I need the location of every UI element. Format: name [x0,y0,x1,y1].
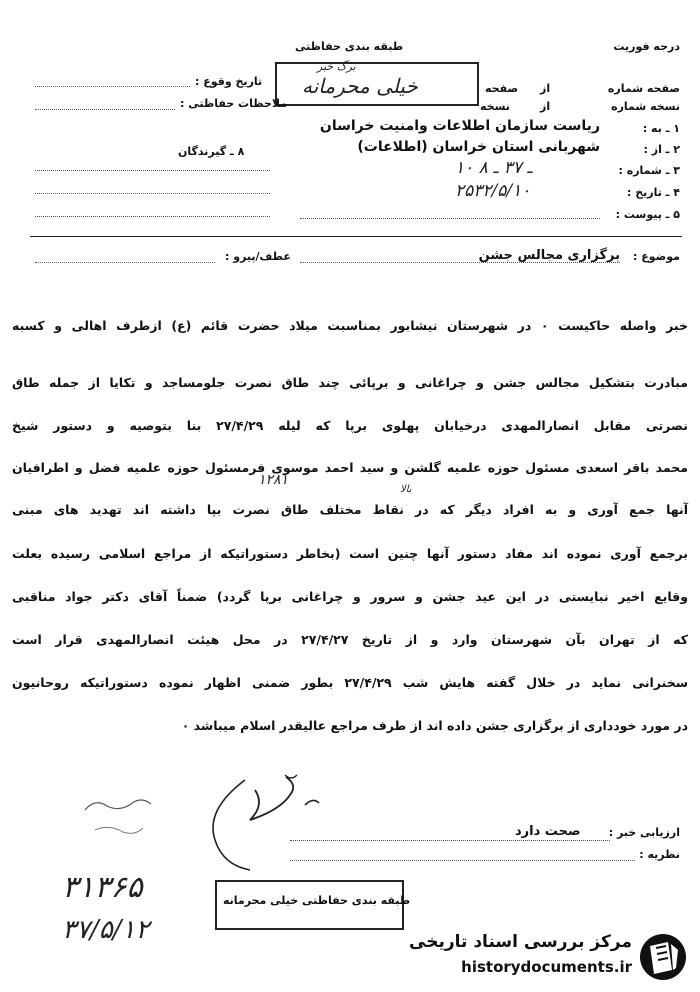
archive-watermark [400,930,690,985]
recipients-label: ۸ ـ گیرندگان [178,145,245,158]
classification-label: طبقه بندی حفاظتی [295,40,404,53]
reference-line [35,262,215,263]
from-1-label: از [540,82,551,95]
source-assessment-label: ارزیابی خبر : [608,826,680,839]
body-line-8: که از تهران بآن شهرستان وارد و از تاریخ ۲۷/۴/۲۷ در محل هیئت انصارالمهدی قرار است [12,632,688,647]
date-of-event-line [35,86,190,87]
body-line-2: مبادرت بتشکیل مجالس جشن و چراغانی و برپائی چند طاق نصرت جلومساجد و تکایا از جمله طاق [12,375,688,390]
from-value: شهربانی استان خراسان (اطلاعات) [357,139,600,155]
signature-scribble [55,770,375,880]
copy-2-label: نسخه [480,100,510,113]
body-line-1: خبر واصله حاکیست ۰ در شهرستان نیشابور بمناسبت میلاد حضرت قائم (ع) ازطرف اهالی و کسبه [12,318,688,333]
body-line-3: نصرتی مقابل انصارالمهدی درخیابان پهلوی برپا که لیله ۲۷/۴/۲۹ بنا بتوصیه و دستور شیخ [12,418,688,433]
recipients-line-2 [35,193,270,194]
to-label: ۱ ـ به : [642,122,680,135]
classification-stamp-text: خیلی محرمانه [302,74,418,98]
classification-stamp-top: برگ خبر [317,60,356,73]
watermark-title: مرکز بررسی اسناد تاریخی [409,932,632,952]
body-line-7: وقایع اخیر نبایستی در این عید جشن و سرور و چراغانی برپا گردد) ضمناً آقای دکتر جواد مناقبی [12,589,688,604]
body-line-10: در مورد خودداری از برگزاری جشن داده اند از طرف مراجع عالیقدر اسلام میباشد ۰ [181,718,688,733]
margin-number-handwriting: ۱۲۸۱ [258,472,289,488]
body-line-5: آنها جمع آوری و به افراد دیگر که در نقاط مختلف طاق نصرت بپا داشته اند تهدید های مبنی [12,502,688,517]
to-value: ریاست سازمان اطلاعات وامنیت خراسان [319,118,600,134]
number-value: ۱۰ ـ ۳۷ ـ ۸ [455,158,533,178]
source-assessment-value: صحت دارد [515,824,581,839]
page-2-label: صفحه [485,82,519,95]
body-line-4: محمد باقر اسعدی مسئول حوزه علمیه گلشن و سید احمد موسوی فرمسئول حوزه علمیه فضل و اطرافیان [12,460,688,475]
watermark-url: historydocuments.ir [461,958,632,976]
subject-line [300,262,620,263]
margin-word-handwriting: بالا [400,484,412,495]
bottom-stamp-text: طبقه بندی حفاظتی خیلی محرمانه [223,894,411,907]
attachment-label: ۵ ـ پیوست : [615,208,680,221]
archive-number-handwriting: ۳۱۳۶۵ [62,870,143,905]
document-archive-logo-icon [638,932,688,982]
priority-label: درجه فوریت [613,40,680,53]
subject-value: برگزاری مجالس جشن [478,248,620,263]
subject-label: موضوع : [633,250,680,263]
attachment-line [300,218,600,219]
source-assessment-line [290,840,610,841]
opinion-label: نظریه : [639,848,680,861]
archive-date-handwriting: ۳۷/۵/۱۲ [62,915,150,945]
from-label: ۲ ـ از : [643,143,680,156]
security-notes-line [35,109,175,110]
security-notes-label: ملاحظات حفاظتی : [180,97,288,110]
bottom-classification-stamp [215,880,411,930]
date-value: ۲۵۳۲/۵/۱۰ [455,181,531,201]
body-line-6: برجمع آوری نموده اند مفاد دستور آنها چنین است (بخاطر دستوراتیکه از مراجع اسلامی رسیده بعلت [12,546,688,561]
header-separator [30,236,682,237]
copy-number-label: نسخه شماره [611,100,680,113]
reference-label: عطف/پیرو : [225,250,291,263]
recipients-line-3 [35,216,270,217]
recipients-line-1 [35,170,270,171]
opinion-line [290,860,635,861]
body-line-9: سخنرانی نماید در خلال گفته هایش شب ۲۷/۴/۲۹ بطور ضمنی اظهار نموده دستوراتیکه روحانیون [12,675,689,690]
date-of-event-label: تاریخ وقوع : [195,75,263,88]
classification-stamp [275,62,479,106]
page-number-label: صفحه شماره [607,82,680,95]
from-2-label: از [540,100,551,113]
number-label: ۳ ـ شماره : [618,164,680,177]
date-label: ۴ ـ تاریخ : [626,186,680,199]
